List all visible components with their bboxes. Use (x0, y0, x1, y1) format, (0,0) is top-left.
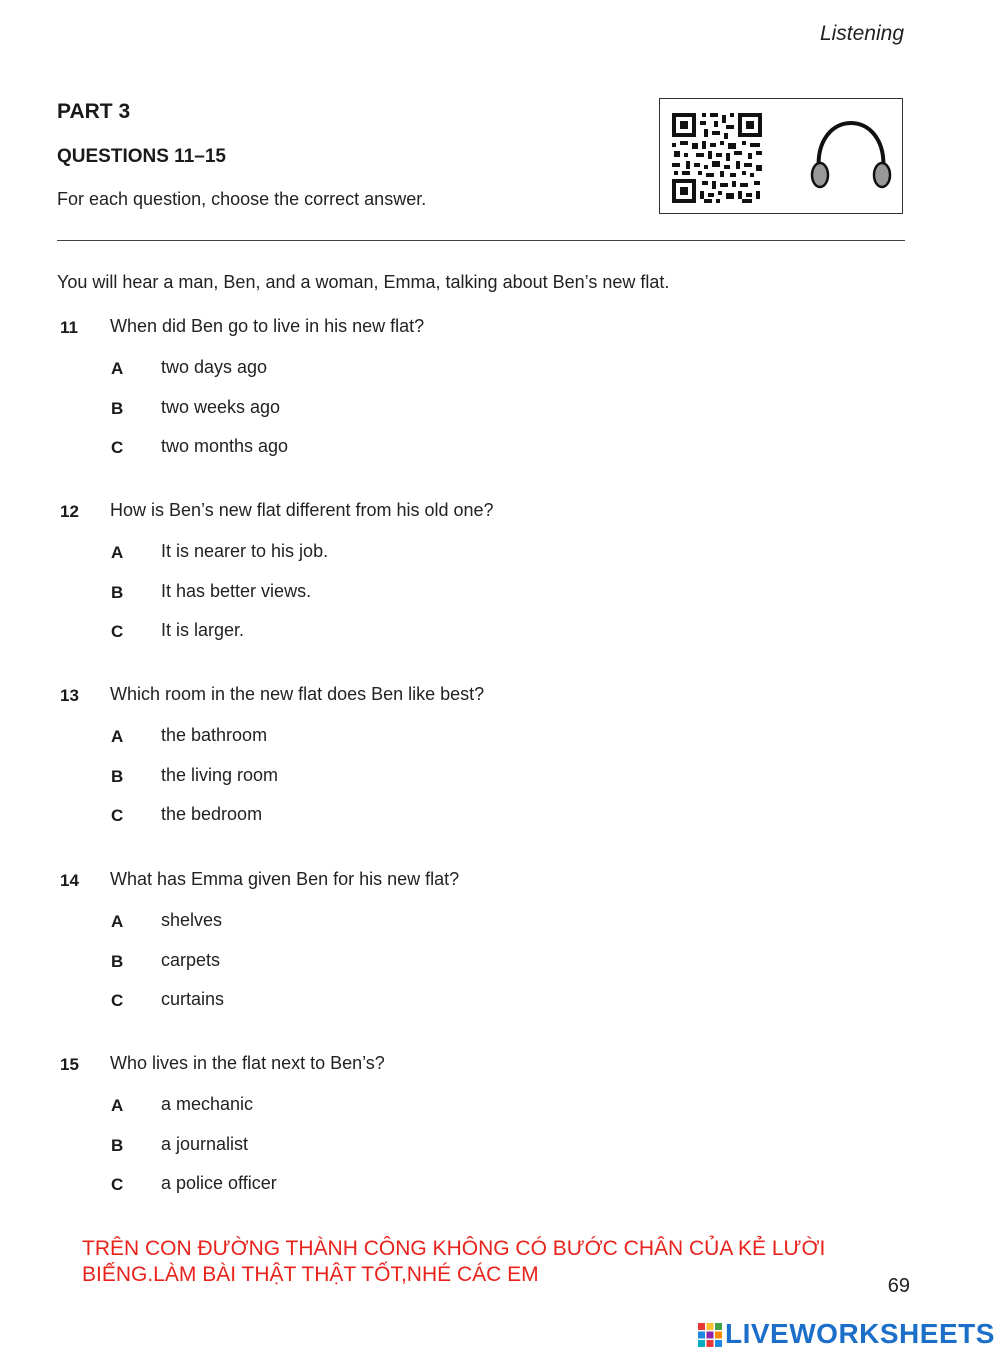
option-letter: B (111, 766, 124, 786)
question-number: 13 (60, 686, 79, 705)
option-text: shelves (161, 910, 223, 930)
option-c[interactable] (57, 421, 897, 461)
brand-name: LIVEWORKSHEETS (725, 1318, 995, 1349)
part-title: PART 3 (57, 100, 131, 123)
option-b[interactable] (57, 750, 897, 790)
option-text: two days ago (161, 357, 268, 377)
option-b[interactable] (57, 1119, 897, 1159)
option-letter: C (111, 622, 124, 641)
question-number: 12 (60, 502, 79, 521)
note-line-1: TRÊN CON ĐƯỜNG THÀNH CÔNG KHÔNG CÓ BƯỚC CHÂN CỦA KẺ LƯỜI (82, 1237, 826, 1260)
option-text: the living room (161, 764, 279, 785)
option-letter: A (111, 727, 124, 746)
option-b[interactable] (57, 382, 897, 422)
option-text: a mechanic (161, 1094, 254, 1114)
option-b[interactable] (57, 566, 897, 606)
questions-range-title: QUESTIONS 11–15 (57, 146, 226, 167)
question-text: Who lives in the flat next to Ben’s? (110, 1053, 385, 1073)
option-a[interactable] (57, 895, 897, 935)
question-text: What has Emma given Ben for his new flat? (110, 869, 460, 889)
option-letter: A (111, 359, 124, 378)
option-text: carpets (161, 949, 221, 970)
option-letter: B (111, 1135, 124, 1155)
option-text: a journalist (161, 1133, 249, 1154)
option-text: It is larger. (161, 620, 245, 640)
question-15 (57, 1053, 897, 1198)
option-a[interactable] (57, 1079, 897, 1119)
option-text: a police officer (161, 1173, 277, 1193)
question-text: When did Ben go to live in his new flat? (110, 316, 425, 336)
option-letter: B (111, 582, 124, 602)
option-text: It has better views. (161, 580, 312, 601)
option-a[interactable] (57, 526, 897, 566)
option-letter: B (111, 398, 124, 418)
motivational-note (82, 1236, 912, 1288)
option-text: two months ago (161, 436, 289, 456)
option-letter: A (111, 1096, 124, 1115)
option-letter: C (111, 1175, 124, 1194)
option-letter: C (111, 438, 124, 457)
option-letter: C (111, 991, 124, 1010)
option-letter: B (111, 951, 124, 971)
listening-intro: You will hear a man, Ben, and a woman, Emma, talking about Ben’s new flat. (57, 272, 670, 292)
option-text: two weeks ago (161, 396, 281, 417)
option-text: It is nearer to his job. (161, 541, 329, 561)
option-c[interactable] (57, 974, 897, 1014)
question-number: 11 (60, 318, 78, 337)
question-text: How is Ben’s new flat different from his old one? (110, 500, 494, 520)
note-line-2: BIẾNG.LÀM BÀI THẬT THẬT TỐT,NHÉ CÁC EM (82, 1263, 539, 1286)
option-letter: A (111, 912, 124, 931)
option-letter: A (111, 543, 124, 562)
question-text: Which room in the new flat does Ben like best? (110, 684, 485, 704)
option-text: the bedroom (161, 804, 263, 824)
option-text: the bathroom (161, 725, 268, 745)
qr-code-icon[interactable] (670, 111, 764, 205)
headphones-icon (808, 119, 894, 195)
instruction-text: For each question, choose the correct answer. (57, 189, 427, 209)
option-a[interactable] (57, 710, 897, 750)
option-b[interactable] (57, 935, 897, 975)
question-11 (57, 316, 897, 461)
section-label: Listening (819, 22, 904, 45)
option-c[interactable] (57, 789, 897, 829)
option-letter: C (111, 806, 124, 825)
audio-box (659, 98, 903, 214)
liveworksheets-logo-icon (697, 1322, 723, 1348)
option-c[interactable] (57, 1158, 897, 1198)
option-a[interactable] (57, 342, 897, 382)
option-c[interactable] (57, 605, 897, 645)
question-13 (57, 684, 897, 829)
header-divider (57, 240, 905, 241)
option-text: curtains (161, 989, 225, 1009)
question-14 (57, 869, 897, 1014)
question-number: 15 (60, 1055, 79, 1074)
question-number: 14 (60, 871, 79, 890)
question-12 (57, 500, 897, 645)
page-number: 69 (887, 1275, 910, 1297)
